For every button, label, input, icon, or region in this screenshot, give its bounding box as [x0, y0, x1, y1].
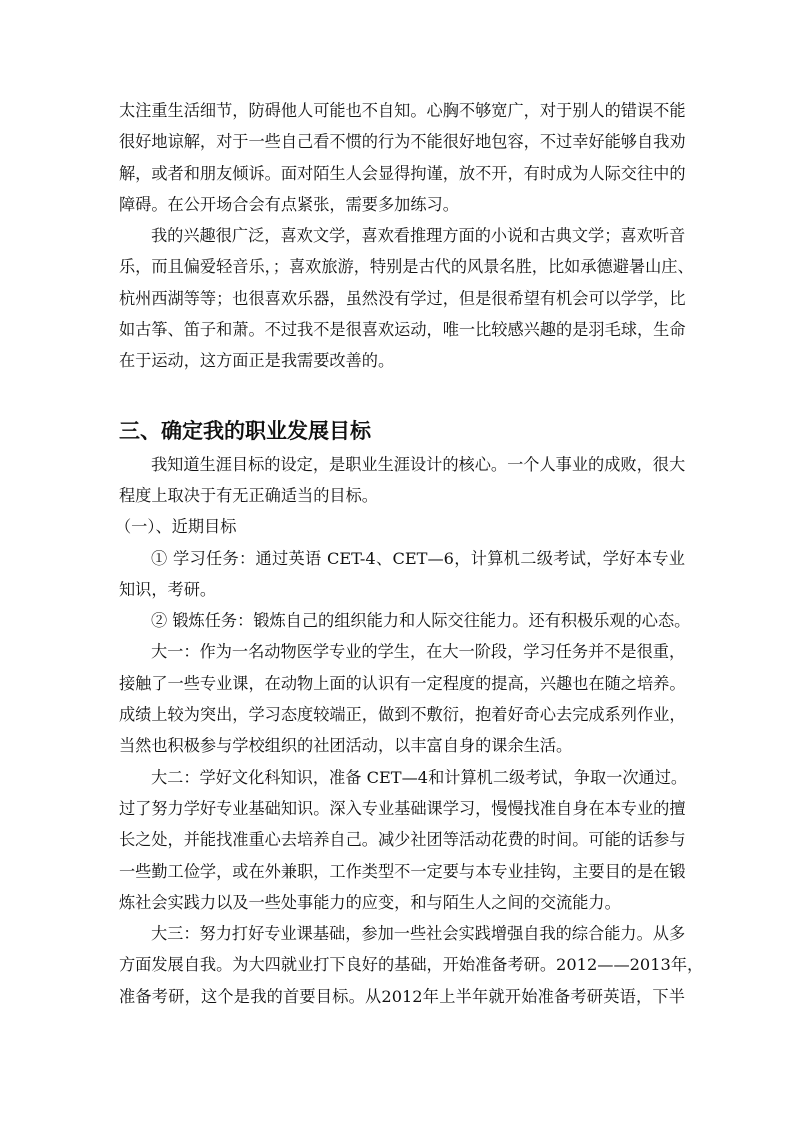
text-line: 我知道生涯目标的设定，是职业生涯设计的核心。一个人事业的成败，很大: [151, 454, 686, 474]
text-line: 大三：努力打好专业课基础，参加一些社会实践增强自我的综合能力。从多: [151, 924, 686, 944]
text-line: 程度上取决于有无正确适当的目标。: [119, 485, 378, 505]
text-line: 炼社会实践力以及一些处事能力的应变，和与陌生人之间的交流能力。: [119, 892, 621, 912]
text-line: 如古筝、笛子和萧。不过我不是很喜欢运动，唯一比较感兴趣的是羽毛球，生命: [119, 320, 686, 340]
text-line: 杭州西湖等等；也很喜欢乐器，虽然没有学过，但是很希望有机会可以学学，比: [119, 288, 686, 308]
paragraph-year-three: [119, 918, 704, 1012]
text-line: 一些勤工俭学，或在外兼职，工作类型不一定要与本专业挂钩，主要目的是在锻: [119, 861, 686, 881]
text-line: 我的兴趣很广泛，喜欢文学，喜欢看推理方面的小说和古典文学；喜欢听音: [151, 226, 686, 246]
text-line: 接触了一些专业课，在动物上面的认识有一定程度的提高，兴趣也在随之培养。: [119, 673, 686, 693]
text-line: 很好地谅解，对于一些自己看不惯的行为不能很好地包容，不过幸好能够自我劝: [119, 132, 686, 152]
document-page: [115, 95, 704, 1012]
text-line: 成绩上较为突出，学习态度较端正，做到不敷衍，抱着好奇心去完成系列作业，: [119, 705, 686, 725]
text-line: 乐，而且偏爱轻音乐，；喜欢旅游，特别是古代的风景名胜，比如承德避暑山庄、: [119, 257, 694, 277]
paragraph-year-one: [119, 636, 685, 761]
text-line: 在于运动，这方面正是我需要改善的。: [119, 351, 395, 371]
section-heading: 三、确定我的职业发展目标: [119, 418, 371, 443]
paragraph-study-task: [119, 543, 685, 606]
text-line: ① 学习任务：通过英语 CET-4、CET—6，计算机二级考试，学好本专业: [151, 548, 685, 568]
paragraph-interests: [119, 220, 694, 376]
text-line: ② 锻炼任务：锻炼自己的组织能力和人际交往能力。还有积极乐观的心态。: [151, 611, 691, 631]
text-line: 大二：学好文化科知识，准备 CET—4和计算机二级考试，争取一次通过。: [151, 767, 688, 787]
text-line: 解，或者和朋友倾诉。面对陌生人会显得拘谨，放不开，有时成为人际交往中的: [119, 163, 686, 183]
paragraph-training-task: [119, 605, 691, 636]
text-line: 障碍。在公开场合会有点紧张，需要多加练习。: [119, 194, 459, 214]
paragraph-year-two: [119, 762, 688, 918]
paragraph-personality: [119, 95, 685, 220]
paragraph-goal-intro: [119, 449, 685, 512]
subheading-short-term-goals: （一）、近期目标: [115, 517, 237, 537]
text-line: 方面发展自我。为大四就业打下良好的基础，开始准备考研。2012——2013年，: [119, 955, 704, 975]
text-line: 大一：作为一名动物医学专业的学生，在大一阶段，学习任务并不是很重，: [151, 642, 686, 662]
text-line: 太注重生活细节，防碍他人可能也不自知。心胸不够宽广，对于别人的错误不能: [119, 101, 686, 120]
text-line: 过了努力学好专业基础知识。深入专业基础课学习，慢慢找准自身在本专业的擅: [119, 798, 686, 818]
text-line: 长之处，并能找准重心去培养自己。减少社团等活动花费的时间。可能的话参与: [119, 830, 686, 850]
text-line: 当然也积极参与学校组织的社团活动，以丰富自身的课余生活。: [119, 736, 573, 756]
text-line: 准备考研，这个是我的首要目标。从2012年上半年就开始准备考研英语，下半: [119, 986, 685, 1006]
text-line: 知识，考研。: [119, 579, 217, 599]
